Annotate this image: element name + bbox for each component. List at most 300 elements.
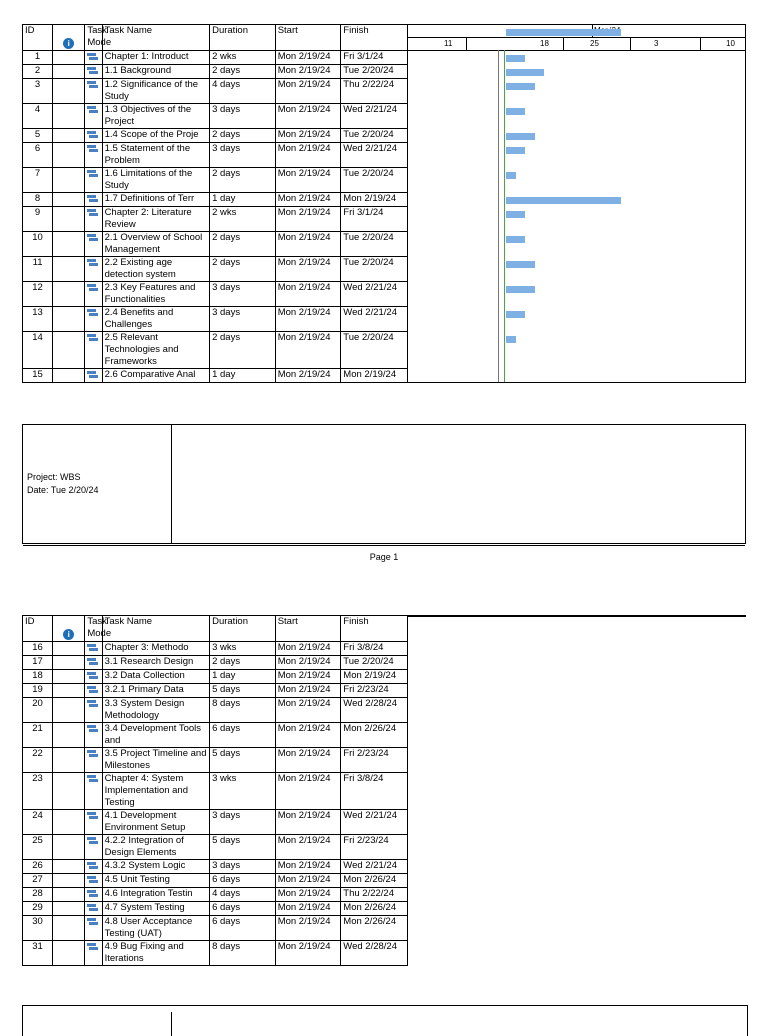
task-bar — [506, 147, 525, 154]
table-row — [23, 104, 408, 129]
row-start: Mon 2/19/24 — [275, 79, 341, 104]
auto-schedule-icon — [87, 131, 98, 138]
row-info — [53, 369, 85, 383]
row-info — [53, 860, 85, 874]
row-mode — [85, 810, 102, 835]
table-row — [23, 670, 408, 684]
row-duration: 2 days — [210, 332, 276, 369]
week-gridline — [498, 50, 499, 382]
row-start: Mon 2/19/24 — [275, 65, 341, 79]
row-id: 17 — [23, 656, 53, 670]
row-info — [53, 835, 85, 860]
week-divider — [700, 37, 701, 50]
task-table — [22, 24, 408, 383]
auto-schedule-icon — [87, 145, 98, 152]
auto-schedule-icon — [87, 234, 98, 241]
row-task-name: 3.2.1 Primary Data — [102, 684, 210, 698]
row-start: Mon 2/19/24 — [275, 941, 341, 966]
row-info — [53, 257, 85, 282]
row-id: 29 — [23, 902, 53, 916]
auto-schedule-icon — [87, 672, 98, 679]
row-duration: 3 wks — [210, 773, 276, 810]
table-row — [23, 941, 408, 966]
row-start: Mon 2/19/24 — [275, 307, 341, 332]
row-task-name: 2.1 Overview of School Management — [102, 232, 210, 257]
row-duration: 5 days — [210, 835, 276, 860]
row-duration: 8 days — [210, 698, 276, 723]
row-mode — [85, 207, 102, 232]
week-tick-label: 3 — [654, 39, 659, 48]
row-start: Mon 2/19/24 — [275, 684, 341, 698]
table-row — [23, 888, 408, 902]
row-mode — [85, 656, 102, 670]
row-duration: 2 days — [210, 168, 276, 193]
row-id: 25 — [23, 835, 53, 860]
gantt-chart — [408, 24, 746, 383]
table-row — [23, 79, 408, 104]
page-number: Page 1 — [369, 552, 399, 562]
status-date-line — [504, 50, 505, 382]
row-start: Mon 2/19/24 — [275, 193, 341, 207]
row-finish: Tue 2/20/24 — [341, 129, 408, 143]
week-tick-label: 18 — [540, 39, 549, 48]
row-start: Mon 2/19/24 — [275, 874, 341, 888]
row-info — [53, 104, 85, 129]
auto-schedule-icon — [87, 67, 98, 74]
row-mode — [85, 835, 102, 860]
week-divider — [466, 37, 467, 50]
task-bar — [506, 83, 535, 90]
row-info — [53, 888, 85, 902]
row-finish: Tue 2/20/24 — [341, 65, 408, 79]
row-mode — [85, 369, 102, 383]
row-id: 16 — [23, 642, 53, 656]
table-row — [23, 698, 408, 723]
row-duration: 1 day — [210, 193, 276, 207]
row-start: Mon 2/19/24 — [275, 369, 341, 383]
row-task-name: 3.4 Development Tools and — [102, 723, 210, 748]
auto-schedule-icon — [87, 371, 98, 378]
row-start: Mon 2/19/24 — [275, 748, 341, 773]
header-duration: Duration — [210, 25, 276, 51]
row-mode — [85, 860, 102, 874]
table-row — [23, 232, 408, 257]
row-duration: 6 days — [210, 916, 276, 941]
row-id: 22 — [23, 748, 53, 773]
table-header — [23, 25, 408, 51]
week-tick-label: 25 — [590, 39, 599, 48]
row-task-name: 4.5 Unit Testing — [102, 874, 210, 888]
row-task-name: 3.2 Data Collection — [102, 670, 210, 684]
project-name: Project: WBS — [27, 472, 81, 482]
row-info — [53, 168, 85, 193]
row-task-name: 1.4 Scope of the Proje — [102, 129, 210, 143]
row-start: Mon 2/19/24 — [275, 698, 341, 723]
row-duration: 6 days — [210, 902, 276, 916]
row-info — [53, 79, 85, 104]
row-mode — [85, 902, 102, 916]
table-row — [23, 684, 408, 698]
row-task-name: 1.1 Background — [102, 65, 210, 79]
row-finish: Fri 3/8/24 — [341, 773, 408, 810]
row-mode — [85, 65, 102, 79]
auto-schedule-icon — [87, 284, 98, 291]
header-name: Task Name — [102, 616, 210, 642]
row-duration: 1 day — [210, 369, 276, 383]
auto-schedule-icon — [87, 904, 98, 911]
row-mode — [85, 773, 102, 810]
row-start: Mon 2/19/24 — [275, 104, 341, 129]
auto-schedule-icon — [87, 876, 98, 883]
row-finish: Fri 2/23/24 — [341, 748, 408, 773]
row-mode — [85, 129, 102, 143]
week-divider — [630, 37, 631, 50]
row-task-name: 3.5 Project Timeline and Milestones — [102, 748, 210, 773]
row-info — [53, 916, 85, 941]
legend-project-info — [27, 471, 99, 497]
week-divider — [563, 37, 564, 50]
row-task-name: 1.3 Objectives of the Project — [102, 104, 210, 129]
row-task-name: 4.1 Development Environment Setup — [102, 810, 210, 835]
row-finish: Wed 2/21/24 — [341, 307, 408, 332]
row-task-name: Chapter 4: System Implementation and Testing — [102, 773, 210, 810]
row-task-name: 2.5 Relevant Technologies and Frameworks — [102, 332, 210, 369]
header-id: ID — [23, 25, 53, 51]
row-mode — [85, 888, 102, 902]
row-info — [53, 51, 85, 65]
row-finish: Mon 2/19/24 — [341, 670, 408, 684]
row-start: Mon 2/19/24 — [275, 773, 341, 810]
legend-divider — [171, 425, 172, 543]
row-mode — [85, 642, 102, 656]
row-finish: Mon 2/26/24 — [341, 723, 408, 748]
row-task-name: 1.6 Limitations of the Study — [102, 168, 210, 193]
row-task-name: Chapter 2: Literature Review — [102, 207, 210, 232]
row-info — [53, 874, 85, 888]
row-start: Mon 2/19/24 — [275, 656, 341, 670]
row-start: Mon 2/19/24 — [275, 168, 341, 193]
task-bar — [506, 211, 525, 218]
row-mode — [85, 684, 102, 698]
auto-schedule-icon — [87, 658, 98, 665]
auto-schedule-icon — [87, 195, 98, 202]
row-mode — [85, 232, 102, 257]
table-row — [23, 723, 408, 748]
table-row — [23, 835, 408, 860]
row-duration: 2 days — [210, 232, 276, 257]
row-start: Mon 2/19/24 — [275, 143, 341, 168]
table-row — [23, 65, 408, 79]
task-bar — [506, 55, 525, 62]
auto-schedule-icon — [87, 53, 98, 60]
row-finish: Wed 2/28/24 — [341, 698, 408, 723]
row-mode — [85, 143, 102, 168]
table-row — [23, 916, 408, 941]
row-finish: Mon 2/26/24 — [341, 902, 408, 916]
auto-schedule-icon — [87, 750, 98, 757]
auto-schedule-icon — [87, 686, 98, 693]
row-finish: Wed 2/21/24 — [341, 810, 408, 835]
row-duration: 2 days — [210, 257, 276, 282]
row-duration: 3 days — [210, 860, 276, 874]
row-id: 18 — [23, 670, 53, 684]
table-row — [23, 748, 408, 773]
header-id: ID — [23, 616, 53, 642]
row-mode — [85, 723, 102, 748]
gantt-page-1 — [22, 24, 746, 568]
header-info — [53, 616, 85, 642]
row-duration: 4 days — [210, 888, 276, 902]
header-name: Task Name — [102, 25, 210, 51]
row-start: Mon 2/19/24 — [275, 282, 341, 307]
auto-schedule-icon — [87, 259, 98, 266]
row-start: Mon 2/19/24 — [275, 51, 341, 65]
table-row — [23, 642, 408, 656]
row-id: 8 — [23, 193, 53, 207]
task-bar — [506, 133, 535, 140]
auto-schedule-icon — [87, 334, 98, 341]
row-mode — [85, 193, 102, 207]
row-start: Mon 2/19/24 — [275, 129, 341, 143]
task-bar — [506, 108, 525, 115]
row-start: Mon 2/19/24 — [275, 257, 341, 282]
row-duration: 3 days — [210, 307, 276, 332]
row-id: 12 — [23, 282, 53, 307]
task-bar — [506, 197, 621, 204]
row-id: 28 — [23, 888, 53, 902]
week-tick-label: 10 — [726, 39, 735, 48]
table-row — [23, 307, 408, 332]
row-info — [53, 129, 85, 143]
auto-schedule-icon — [87, 700, 98, 707]
row-task-name: 3.1 Research Design — [102, 656, 210, 670]
row-duration: 6 days — [210, 874, 276, 888]
header-finish: Finish — [341, 616, 408, 642]
row-start: Mon 2/19/24 — [275, 332, 341, 369]
row-mode — [85, 916, 102, 941]
row-duration: 2 days — [210, 129, 276, 143]
row-info — [53, 642, 85, 656]
row-id: 21 — [23, 723, 53, 748]
row-id: 30 — [23, 916, 53, 941]
row-id: 11 — [23, 257, 53, 282]
header-start: Start — [275, 25, 341, 51]
row-finish: Fri 3/8/24 — [341, 642, 408, 656]
table-row — [23, 369, 408, 383]
row-finish: Fri 3/1/24 — [341, 207, 408, 232]
row-duration: 3 wks — [210, 642, 276, 656]
row-duration: 2 days — [210, 65, 276, 79]
task-bar — [506, 286, 535, 293]
row-id: 1 — [23, 51, 53, 65]
row-mode — [85, 748, 102, 773]
row-id: 24 — [23, 810, 53, 835]
row-task-name: 2.3 Key Features and Functionalities — [102, 282, 210, 307]
row-finish: Thu 2/22/24 — [341, 888, 408, 902]
row-mode — [85, 670, 102, 684]
gantt-page-2 — [22, 615, 746, 1024]
header-mode: Task Mode — [85, 25, 102, 51]
row-id: 6 — [23, 143, 53, 168]
row-finish: Wed 2/21/24 — [341, 143, 408, 168]
row-id: 23 — [23, 773, 53, 810]
row-start: Mon 2/19/24 — [275, 723, 341, 748]
row-finish: Tue 2/20/24 — [341, 168, 408, 193]
row-start: Mon 2/19/24 — [275, 888, 341, 902]
row-info — [53, 65, 85, 79]
timescale-bottom — [408, 37, 745, 51]
row-task-name: 4.9 Bug Fixing and Iterations — [102, 941, 210, 966]
row-duration: 3 days — [210, 104, 276, 129]
row-info — [53, 748, 85, 773]
table-row — [23, 207, 408, 232]
row-finish: Tue 2/20/24 — [341, 332, 408, 369]
legend-top-edge — [22, 1005, 748, 1036]
auto-schedule-icon — [87, 775, 98, 782]
row-finish: Wed 2/21/24 — [341, 860, 408, 874]
row-task-name: 3.3 System Design Methodology — [102, 698, 210, 723]
header-mode: Task Mode — [85, 616, 102, 642]
row-duration: 2 wks — [210, 207, 276, 232]
row-id: 27 — [23, 874, 53, 888]
row-mode — [85, 282, 102, 307]
row-finish: Tue 2/20/24 — [341, 656, 408, 670]
row-start: Mon 2/19/24 — [275, 810, 341, 835]
task-table — [22, 615, 408, 966]
row-duration: 5 days — [210, 684, 276, 698]
auto-schedule-icon — [87, 644, 98, 651]
row-start: Mon 2/19/24 — [275, 207, 341, 232]
row-task-name: 1.5 Statement of the Problem — [102, 143, 210, 168]
table-row — [23, 332, 408, 369]
row-task-name: 4.6 Integration Testin — [102, 888, 210, 902]
auto-schedule-icon — [87, 862, 98, 869]
header-start: Start — [275, 616, 341, 642]
table-row — [23, 51, 408, 65]
row-id: 13 — [23, 307, 53, 332]
row-info — [53, 941, 85, 966]
task-bar — [506, 261, 535, 268]
row-info — [53, 684, 85, 698]
table-row — [23, 902, 408, 916]
table-row — [23, 143, 408, 168]
row-task-name: 1.2 Significance of the Study — [102, 79, 210, 104]
row-info — [53, 810, 85, 835]
row-id: 2 — [23, 65, 53, 79]
row-id: 5 — [23, 129, 53, 143]
auto-schedule-icon — [87, 837, 98, 844]
row-start: Mon 2/19/24 — [275, 902, 341, 916]
task-bar — [506, 172, 516, 179]
row-id: 31 — [23, 941, 53, 966]
row-mode — [85, 307, 102, 332]
row-id: 20 — [23, 698, 53, 723]
row-finish: Wed 2/21/24 — [341, 282, 408, 307]
row-mode — [85, 257, 102, 282]
row-id: 15 — [23, 369, 53, 383]
row-duration: 3 days — [210, 810, 276, 835]
table-row — [23, 860, 408, 874]
task-bar — [506, 29, 621, 36]
row-mode — [85, 51, 102, 65]
row-finish: Fri 2/23/24 — [341, 835, 408, 860]
row-duration: 6 days — [210, 723, 276, 748]
row-info — [53, 143, 85, 168]
auto-schedule-icon — [87, 725, 98, 732]
row-finish: Fri 3/1/24 — [341, 51, 408, 65]
row-mode — [85, 941, 102, 966]
row-mode — [85, 168, 102, 193]
row-info — [53, 307, 85, 332]
auto-schedule-icon — [87, 209, 98, 216]
row-start: Mon 2/19/24 — [275, 232, 341, 257]
row-start: Mon 2/19/24 — [275, 916, 341, 941]
row-id: 10 — [23, 232, 53, 257]
row-info — [53, 723, 85, 748]
row-duration: 1 day — [210, 670, 276, 684]
info-icon: i — [63, 629, 74, 640]
row-id: 26 — [23, 860, 53, 874]
auto-schedule-icon — [87, 943, 98, 950]
row-finish: Fri 2/23/24 — [341, 684, 408, 698]
header-finish: Finish — [341, 25, 408, 51]
row-duration: 3 days — [210, 282, 276, 307]
task-bar — [506, 311, 525, 318]
table-row — [23, 656, 408, 670]
row-info — [53, 193, 85, 207]
table-row — [23, 168, 408, 193]
project-date: Date: Tue 2/20/24 — [27, 485, 99, 495]
row-duration: 2 days — [210, 656, 276, 670]
task-bar — [506, 336, 516, 343]
row-duration: 4 days — [210, 79, 276, 104]
row-info — [53, 332, 85, 369]
row-start: Mon 2/19/24 — [275, 835, 341, 860]
table-row — [23, 257, 408, 282]
row-info — [53, 698, 85, 723]
info-icon: i — [63, 38, 74, 49]
row-duration: 8 days — [210, 941, 276, 966]
week-tick-label: 11 — [444, 39, 453, 48]
row-info — [53, 773, 85, 810]
row-id: 4 — [23, 104, 53, 129]
row-duration: 2 wks — [210, 51, 276, 65]
row-finish: Wed 2/21/24 — [341, 104, 408, 129]
row-mode — [85, 79, 102, 104]
row-mode — [85, 104, 102, 129]
row-info — [53, 232, 85, 257]
page-footer — [23, 545, 745, 568]
row-start: Mon 2/19/24 — [275, 670, 341, 684]
row-id: 3 — [23, 79, 53, 104]
row-id: 19 — [23, 684, 53, 698]
row-task-name: Chapter 1: Introduct — [102, 51, 210, 65]
row-finish: Wed 2/28/24 — [341, 941, 408, 966]
row-start: Mon 2/19/24 — [275, 642, 341, 656]
row-finish: Mon 2/26/24 — [341, 874, 408, 888]
header-duration: Duration — [210, 616, 276, 642]
row-task-name: Chapter 3: Methodo — [102, 642, 210, 656]
row-finish: Mon 2/26/24 — [341, 916, 408, 941]
task-bar — [506, 236, 525, 243]
row-task-name: 4.7 System Testing — [102, 902, 210, 916]
row-task-name: 4.3.2 System Logic — [102, 860, 210, 874]
row-task-name: 4.8 User Acceptance Testing (UAT) — [102, 916, 210, 941]
row-mode — [85, 698, 102, 723]
row-info — [53, 670, 85, 684]
legend — [22, 424, 746, 562]
row-mode — [85, 874, 102, 888]
